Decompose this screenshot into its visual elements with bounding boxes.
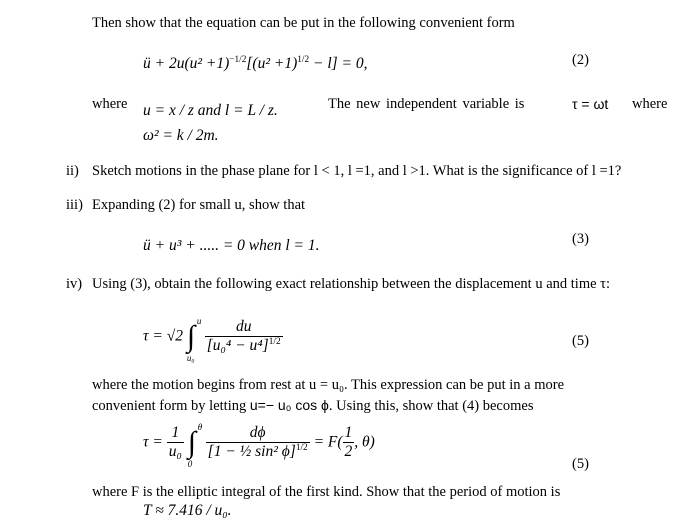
eq3-number: (3) <box>572 231 589 247</box>
intro-text: Then show that the equation can be put in the following convenient form <box>92 15 515 31</box>
eq5-den-text: [1 − ½ sin² ϕ] <box>207 443 296 461</box>
eq2-number: (2) <box>572 52 589 68</box>
period-result: T ≈ 7.416 / u₀. <box>143 502 232 519</box>
eq5-upper-limit: θ <box>197 421 203 432</box>
item-iii-text: Expanding (2) for small u, show that <box>92 197 306 213</box>
eq5-half <box>343 424 355 461</box>
item-iv-label: iv) <box>66 276 83 292</box>
eq5-end: , θ) <box>354 433 375 451</box>
eq2-mid: [(u² +1) <box>246 55 298 73</box>
eq4-lower-limit: u₀ <box>186 352 195 363</box>
eq5-prefactor <box>167 424 184 461</box>
eq2-right: − l] = 0, <box>309 55 368 73</box>
eq4-left: τ = √2 <box>143 327 184 345</box>
eq2-exp2: 1/2 <box>297 55 310 65</box>
eq5-tau: τ = <box>143 433 163 451</box>
eq4-upper-limit: u <box>196 315 202 326</box>
eq5-number: (5) <box>572 456 589 472</box>
item-ii-text: Sketch motions in the phase plane for l < 1, l =1, and l >1. What is the significance of l =1? <box>92 163 622 179</box>
eq5-prefactor-den: u₀ <box>168 443 182 461</box>
substitution-expr: u=− u₀ cos ϕ <box>249 397 329 413</box>
eq4-denominator <box>205 336 283 355</box>
integral-sign-5: ∫ <box>187 425 196 459</box>
eq5-lower-limit: 0 <box>187 458 193 469</box>
where-label-2: where <box>632 96 668 112</box>
substitution-intro: convenient form by letting <box>92 398 247 414</box>
eq4-den-exp: 1/2 <box>268 337 281 347</box>
eq5-fraction <box>206 424 310 461</box>
item-iv-text-3: where F is the elliptic integral of the first kind. Show that the period of motion is <box>92 484 561 500</box>
equation-3: ü + u³ + ..... = 0 when l = 1. <box>143 237 320 254</box>
equation-5 <box>143 421 375 474</box>
item-ii-label: ii) <box>66 163 79 179</box>
equation-2 <box>143 55 368 73</box>
eq5-numerator: dϕ <box>249 424 266 441</box>
omega-definition: ω² = k / 2m. <box>143 127 219 144</box>
eq5-den-exp: 1/2 <box>295 443 308 453</box>
eq2-exp1: −1/2 <box>229 55 247 65</box>
substitution-tail: . Using this, show that (4) becomes <box>328 398 534 414</box>
definitions-u-l: u = x / z and l = L / z. <box>143 102 278 119</box>
equation-4 <box>143 315 283 363</box>
item-iii-label: iii) <box>66 197 83 213</box>
item-iv-text: Using (3), obtain the following exact relationship between the displacement u and time τ: <box>92 276 611 292</box>
item-iv-text-2a: where the motion begins from rest at u = u₀. This expression can be put in a more <box>92 377 565 393</box>
eq5-half-den: 2 <box>344 443 353 461</box>
eq4-numerator: du <box>235 318 252 335</box>
eq4-den-text: [u₀⁴ − u⁴] <box>206 337 269 355</box>
new-variable-text: The new independent variable is <box>328 96 525 112</box>
eq4-number: (5) <box>572 333 589 349</box>
eq5-right: = F( <box>313 433 343 451</box>
eq5-half-num: 1 <box>344 424 353 442</box>
where-label-1: where <box>92 96 128 112</box>
item-iv-text-2b <box>92 397 533 415</box>
tau-definition: τ = ωt <box>572 96 609 112</box>
eq4-fraction <box>205 318 283 355</box>
eq5-denominator <box>206 442 310 461</box>
integral-sign-4: ∫ <box>186 319 196 353</box>
eq5-prefactor-num: 1 <box>171 424 180 442</box>
eq2-left: ü + 2u(u² +1) <box>143 55 230 73</box>
